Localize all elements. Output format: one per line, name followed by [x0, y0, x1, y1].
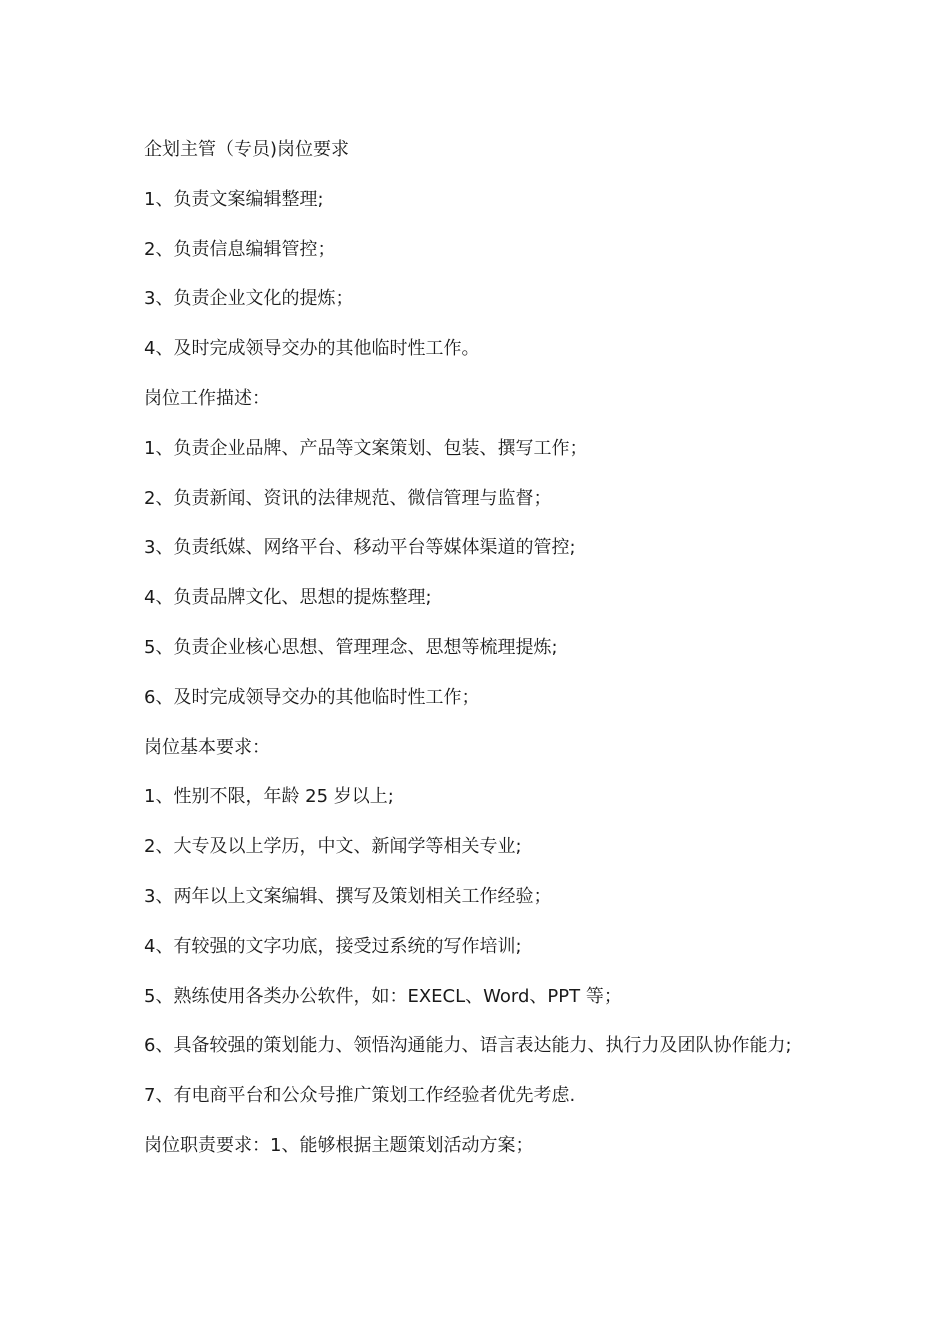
- document-body: [144, 132, 814, 1178]
- basic-requirement-item: 6、具备较强的策划能力、领悟沟通能力、语言表达能力、执行力及团队协作能力;: [144, 1035, 792, 1057]
- work-description-item: 1、负责企业品牌、产品等文案策划、包装、撰写工作；: [144, 437, 588, 459]
- duty-item: 3、负责企业文化的提炼；: [144, 288, 354, 310]
- basic-requirement-item: 2、大专及以上学历，中文、新闻学等相关专业;: [144, 836, 522, 858]
- duty-item: 1、负责文案编辑整理;: [144, 188, 324, 210]
- basic-requirement-item: 7、有电商平台和公众号推广策划工作经验者优先考虑.: [144, 1085, 576, 1107]
- duty-item: 4、及时完成领导交办的其他临时性工作。: [144, 338, 480, 360]
- work-description-heading: 岗位工作描述：: [144, 387, 270, 409]
- basic-requirements-heading: 岗位基本要求：: [144, 736, 270, 758]
- basic-requirement-item: 4、有较强的文字功底，接受过系统的写作培训;: [144, 935, 522, 957]
- work-description-item: 4、负责品牌文化、思想的提炼整理;: [144, 587, 432, 609]
- work-description-item: 3、负责纸媒、网络平台、移动平台等媒体渠道的管控;: [144, 537, 576, 559]
- duty-item: 2、负责信息编辑管控；: [144, 238, 336, 260]
- responsibilities-line: 岗位职责要求：1、能够根据主题策划活动方案；: [144, 1134, 534, 1156]
- work-description-item: 6、及时完成领导交办的其他临时性工作；: [144, 686, 480, 708]
- basic-requirement-item: 3、两年以上文案编辑、撰写及策划相关工作经验；: [144, 885, 552, 907]
- basic-requirement-item: 5、熟练使用各类办公软件，如：EXECL、Word、PPT 等；: [144, 985, 622, 1007]
- document-title: 企划主管（专员)岗位要求: [144, 139, 350, 160]
- work-description-item: 5、负责企业核心思想、管理理念、思想等梳理提炼;: [144, 636, 558, 658]
- basic-requirement-item: 1、性别不限，年龄 25 岁以上;: [144, 786, 394, 808]
- work-description-item: 2、负责新闻、资讯的法律规范、微信管理与监督；: [144, 487, 552, 509]
